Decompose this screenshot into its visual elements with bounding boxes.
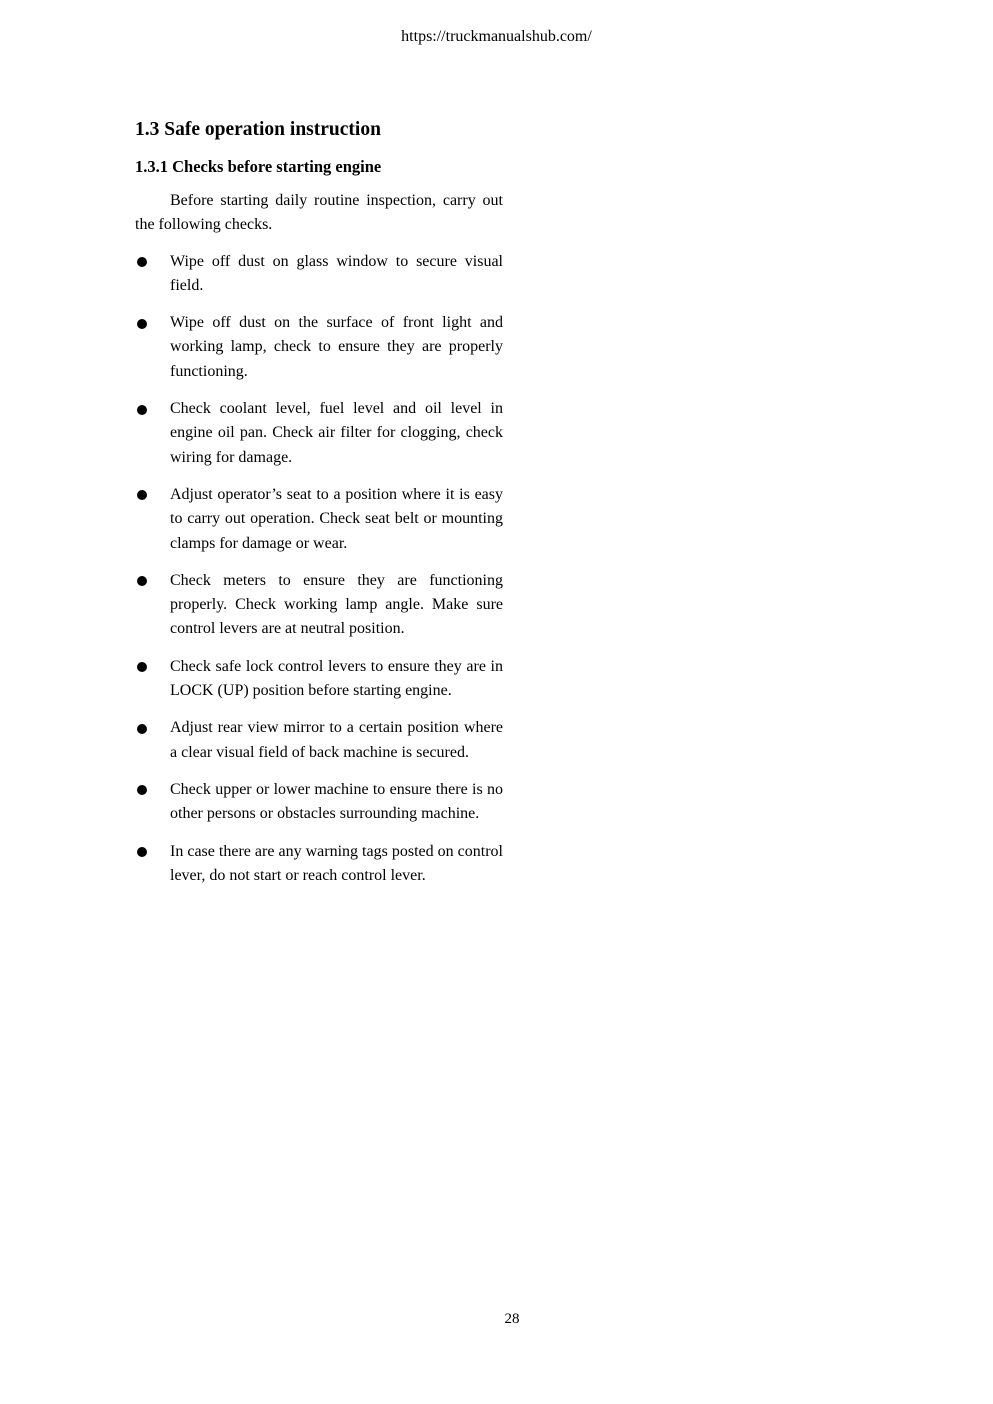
bullet-icon <box>137 785 147 795</box>
list-item-text: Check safe lock control levers to ensure they are in LOCK (UP) position before starting engine. <box>170 657 503 700</box>
list-item <box>135 483 503 556</box>
checks-list <box>135 250 503 889</box>
list-item-text: Wipe off dust on the surface of front light and working lamp, check to ensure they are properly functioning. <box>170 314 503 380</box>
list-item <box>135 655 503 704</box>
content-column <box>135 117 503 901</box>
list-item <box>135 840 503 889</box>
section-title: 1.3 Safe operation instruction <box>135 119 381 140</box>
bullet-icon <box>137 490 147 500</box>
list-item-text: Check coolant level, fuel level and oil level in engine oil pan. Check air filter for clogging, check wiring for damage. <box>170 400 503 466</box>
bullet-icon <box>137 847 147 857</box>
subsection-title: 1.3.1 Checks before starting engine <box>135 157 382 176</box>
list-item <box>135 311 503 384</box>
list-item <box>135 778 503 827</box>
bullet-icon <box>137 724 147 734</box>
bullet-icon <box>137 576 147 586</box>
bullet-icon <box>137 257 147 267</box>
list-item-text: Check meters to ensure they are functioning properly. Check working lamp angle. Make sure control levers are at neutral position. <box>170 571 503 638</box>
list-item <box>135 569 503 642</box>
list-item <box>135 250 503 299</box>
intro-paragraph: Before starting daily routine inspection, carry out the following checks. <box>135 192 503 234</box>
list-item-text: Adjust rear view mirror to a certain position where a clear visual field of back machine is secured. <box>170 719 503 761</box>
bullet-icon <box>137 319 147 329</box>
list-item <box>135 716 503 765</box>
list-item-text: Wipe off dust on glass window to secure visual field. <box>170 252 503 294</box>
header-url: https://truckmanualshub.com/ <box>401 28 592 45</box>
list-item-text: Check upper or lower machine to ensure there is no other persons or obstacles surrounding machine. <box>170 780 503 823</box>
list-item <box>135 397 503 470</box>
bullet-icon <box>137 662 147 672</box>
page-number: 28 <box>504 1311 520 1327</box>
list-item-text: In case there are any warning tags posted on control lever, do not start or reach control lever. <box>170 842 503 884</box>
bullet-icon <box>137 405 147 415</box>
list-item-text: Adjust operator’s seat to a position where it is easy to carry out operation. Check seat belt or mounting clamps for damage or wear. <box>170 485 503 552</box>
